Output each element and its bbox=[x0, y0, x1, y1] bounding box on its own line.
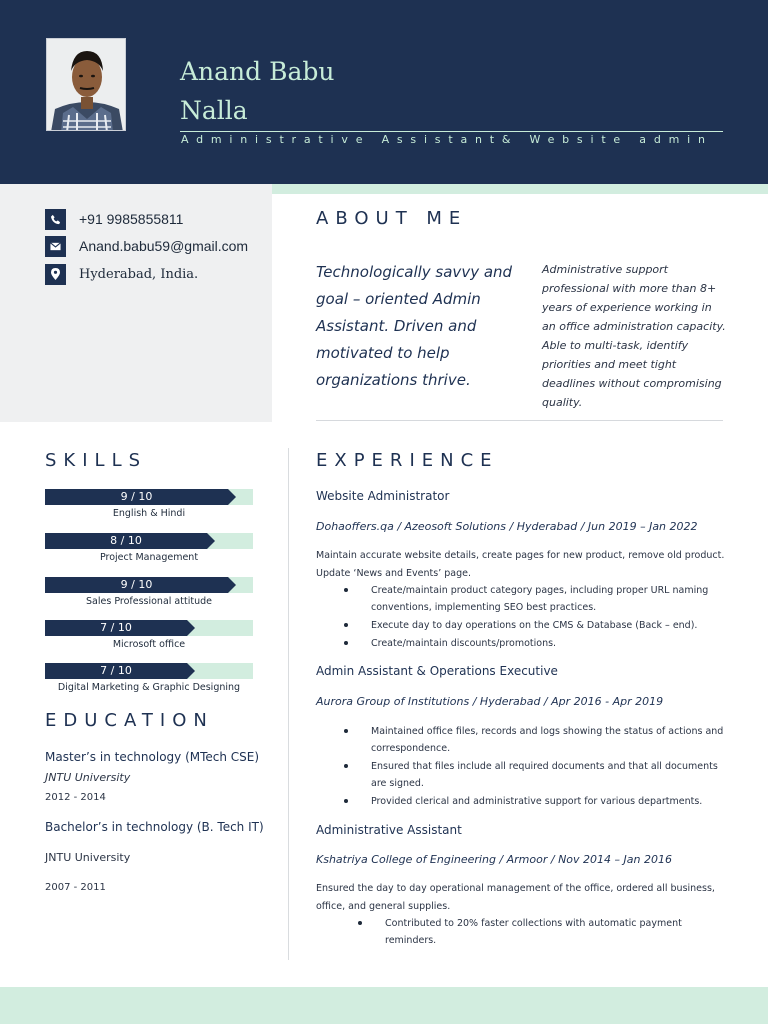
bullet-text: Provided clerical and administrative support for various departments. bbox=[371, 796, 703, 807]
skill-name: Sales Professional attitude bbox=[86, 596, 212, 607]
job-bullets bbox=[344, 582, 728, 653]
title-divider bbox=[180, 131, 723, 132]
bullet-text: Create/maintain product category pages, including proper URL naming conventions, implementing SEO best practices. bbox=[371, 585, 709, 613]
bullet-dot bbox=[344, 588, 348, 592]
skill-item bbox=[45, 577, 253, 607]
bullet-text: Execute day to day operations on the CMS & Database (Back – end). bbox=[371, 620, 698, 631]
skill-bar bbox=[45, 620, 253, 636]
job-bullets bbox=[358, 915, 698, 950]
job-role: Admin Assistant & Operations Executive bbox=[316, 664, 558, 678]
accent-strip bbox=[272, 184, 768, 194]
skill-score: 9 / 10 bbox=[120, 490, 153, 503]
bullet-dot bbox=[344, 641, 348, 645]
about-divider bbox=[316, 420, 723, 421]
education-years: 2012 - 2014 bbox=[45, 792, 106, 803]
job-summary: Ensured the day to day operational management of the office, ordered all business, office, and general supplies. bbox=[316, 883, 715, 912]
footer-strip bbox=[0, 987, 768, 1024]
about-summary: Administrative support professional with more than 8+ years of experience working in an office administration capacity. Able to multi-task, identify priorities and meet tight deadlines without compromising quality. bbox=[542, 263, 726, 409]
bullet-text: Maintained office files, records and logs showing the status of actions and correspondence. bbox=[371, 726, 724, 754]
skill-name: Microsoft office bbox=[112, 639, 186, 650]
envelope-icon bbox=[45, 236, 66, 257]
skill-score: 9 / 10 bbox=[120, 578, 153, 591]
contact-phone bbox=[45, 208, 183, 230]
skill-item bbox=[45, 533, 253, 563]
name-last: Nalla bbox=[180, 96, 248, 125]
bullet-text: Ensured that files include all required documents and that all documents are signed. bbox=[371, 761, 718, 789]
list-item bbox=[344, 582, 728, 616]
skill-bar bbox=[45, 577, 253, 593]
location-text: Hyderabad, India. bbox=[79, 266, 199, 282]
job-title: Administrative Assistant& Website admin bbox=[181, 133, 713, 146]
name-first: Anand Babu bbox=[180, 57, 335, 86]
education-university: JNTU University bbox=[45, 851, 131, 864]
list-item bbox=[344, 793, 728, 810]
skill-score: 7 / 10 bbox=[100, 621, 132, 634]
skill-bar-arrow bbox=[207, 533, 215, 549]
phone-number: +91 9985855811 bbox=[79, 211, 184, 227]
about-tagline: Technologically savvy and goal – oriented Admin Assistant. Driven and motivated to help organizations thrive. bbox=[316, 263, 513, 389]
experience-heading: EXPERIENCE bbox=[316, 450, 499, 471]
bullet-dot bbox=[344, 623, 348, 627]
bullet-text: Contributed to 20% faster collections with automatic payment reminders. bbox=[385, 918, 682, 946]
skill-bar-arrow bbox=[187, 663, 195, 679]
education-university: JNTU University bbox=[45, 771, 131, 784]
contact-email bbox=[45, 235, 248, 257]
bullet-text: Create/maintain discounts/promotions. bbox=[371, 638, 557, 649]
skill-item bbox=[45, 489, 253, 519]
list-item bbox=[344, 617, 728, 634]
skill-name: Project Management bbox=[99, 552, 199, 563]
job-organization: Dohaoffers.qa / Azeosoft Solutions / Hyderabad / Jun 2019 – Jan 2022 bbox=[316, 520, 698, 533]
phone-icon bbox=[45, 209, 66, 230]
bullet-dot bbox=[358, 921, 362, 925]
education-years: 2007 - 2011 bbox=[45, 882, 106, 893]
column-divider bbox=[288, 448, 289, 960]
bullet-dot bbox=[344, 799, 348, 803]
skill-bar-arrow bbox=[187, 620, 195, 636]
job-summary: Maintain accurate website details, create pages for new product, remove old product. Update ‘News and Events’ page. bbox=[316, 550, 725, 579]
contact-location bbox=[45, 263, 198, 285]
list-item bbox=[344, 723, 728, 757]
skill-score: 7 / 10 bbox=[100, 664, 132, 677]
education-heading: EDUCATION bbox=[45, 710, 214, 731]
list-item bbox=[358, 915, 698, 949]
skill-bar bbox=[45, 663, 253, 679]
job-role: Website Administrator bbox=[316, 489, 450, 503]
skill-item bbox=[45, 620, 253, 650]
education-degree: Master’s in technology (MTech CSE) bbox=[45, 750, 260, 764]
contact-panel bbox=[0, 184, 272, 422]
skills-heading: SKILLS bbox=[45, 450, 148, 471]
education-degree: Bachelor’s in technology (B. Tech IT) bbox=[45, 820, 264, 834]
bullet-dot bbox=[344, 729, 348, 733]
job-role: Administrative Assistant bbox=[316, 823, 462, 837]
skill-bar bbox=[45, 533, 253, 549]
list-item bbox=[344, 635, 728, 652]
bullet-dot bbox=[344, 764, 348, 768]
skill-name: Digital Marketing & Graphic Designing bbox=[57, 682, 241, 693]
skill-bar-arrow bbox=[228, 577, 236, 593]
skill-bar bbox=[45, 489, 253, 505]
skill-name: English & Hindi bbox=[112, 508, 186, 519]
resume-header bbox=[0, 0, 768, 184]
job-bullets bbox=[344, 723, 728, 811]
map-pin-icon bbox=[45, 264, 66, 285]
skill-bar-arrow bbox=[228, 489, 236, 505]
job-organization: Aurora Group of Institutions / Hyderabad / Apr 2016 - Apr 2019 bbox=[316, 695, 664, 708]
email-link[interactable]: Anand.babu59@gmail.com bbox=[79, 238, 249, 254]
about-heading: ABOUT ME bbox=[316, 208, 468, 229]
skill-item bbox=[45, 663, 253, 693]
profile-photo bbox=[46, 38, 126, 131]
job-organization: Kshatriya College of Engineering / Armoor / Nov 2014 – Jan 2016 bbox=[316, 853, 672, 866]
skill-score: 8 / 10 bbox=[110, 534, 142, 547]
list-item bbox=[344, 758, 728, 792]
